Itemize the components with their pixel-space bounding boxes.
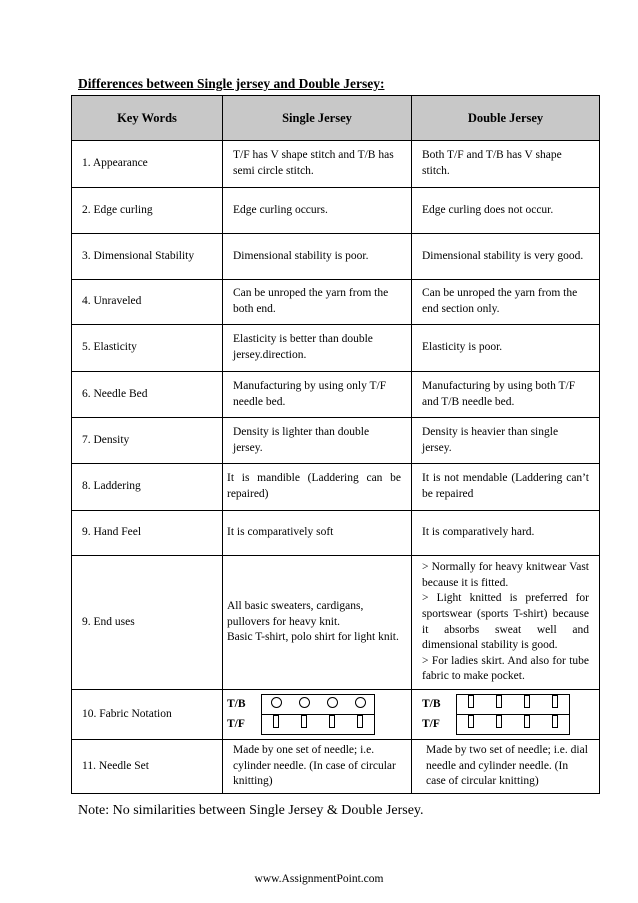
row-single: Density is lighter than double jersey. — [223, 418, 412, 464]
tb-label: T/B — [227, 697, 246, 710]
row-key: 4. Unraveled — [72, 280, 223, 325]
row-key: 8. Laddering — [72, 464, 223, 511]
tf-label: T/F — [422, 717, 440, 730]
row-key: 5. Elasticity — [72, 325, 223, 372]
knit-loop-circle-icon — [299, 697, 310, 708]
row-single: It is mandible (Laddering can be repaired) — [223, 464, 412, 511]
comparison-table — [71, 95, 600, 794]
header-row — [72, 96, 600, 141]
tb-label: T/B — [422, 697, 441, 710]
needle-loop-icon — [552, 715, 558, 728]
row-key: 11. Needle Set — [72, 740, 223, 794]
row-key: 2. Edge curling — [72, 188, 223, 234]
tf-loop-row — [261, 714, 375, 735]
footer-url: www.AssignmentPoint.com — [254, 873, 384, 885]
row-key: 7. Density — [72, 418, 223, 464]
needle-loop-icon — [301, 715, 307, 728]
needle-loop-icon — [496, 715, 502, 728]
needle-loop-icon — [524, 715, 530, 728]
table-row — [72, 740, 600, 794]
row-key: 6. Needle Bed — [72, 372, 223, 418]
tb-loop-row — [261, 694, 375, 715]
knit-loop-circle-icon — [355, 697, 366, 708]
needle-loop-icon — [357, 715, 363, 728]
row-single: T/F has V shape stitch and T/B has semi circle stitch. — [223, 141, 412, 188]
end-use-line: > For ladies skirt. And also for tube fabric to make pocket. — [422, 654, 589, 683]
row-double: Made by two set of needle; i.e. dial needle and cylinder needle. (In case of circular knitting) — [412, 740, 600, 794]
tf-loop-row — [456, 714, 570, 735]
table-row — [72, 234, 600, 280]
needle-loop-icon — [468, 715, 474, 728]
needle-loop-icon — [552, 695, 558, 708]
end-use-line: > Normally for heavy knitwear Vast because it is fitted. — [422, 561, 589, 589]
row-key: 10. Fabric Notation — [72, 690, 223, 740]
knit-loop-circle-icon — [327, 697, 338, 708]
row-key: 9. Hand Feel — [72, 511, 223, 556]
table-row — [72, 280, 600, 325]
row-single: It is comparatively soft — [223, 511, 412, 556]
table-row — [72, 464, 600, 511]
row-double-end-uses — [412, 556, 600, 690]
row-key: 9. End uses — [72, 556, 223, 690]
table-row — [72, 511, 600, 556]
table-row — [72, 556, 600, 690]
needle-loop-icon — [524, 695, 530, 708]
row-single: Elasticity is better than double jersey.direction. — [223, 325, 412, 372]
table-row — [72, 690, 600, 740]
needle-loop-icon — [329, 715, 335, 728]
table-row — [72, 141, 600, 188]
needle-loop-icon — [468, 695, 474, 708]
row-double: Edge curling does not occur. — [412, 188, 600, 234]
single-jersey-notation — [223, 690, 412, 740]
row-single-end-uses — [223, 556, 412, 690]
document-title: Differences between Single jersey and Double Jersey: — [78, 76, 385, 91]
header-key-words: Key Words — [72, 96, 223, 141]
table-row — [72, 325, 600, 372]
end-use-line: All basic sweaters, cardigans, pullovers for heavy knit. — [227, 600, 364, 628]
row-double: It is comparatively hard. — [412, 511, 600, 556]
row-single: Dimensional stability is poor. — [223, 234, 412, 280]
row-double: Both T/F and T/B has V shape stitch. — [412, 141, 600, 188]
row-double: Manufacturing by using both T/F and T/B needle bed. — [412, 372, 600, 418]
row-double: Can be unroped the yarn from the end section only. — [412, 280, 600, 325]
row-single: Can be unroped the yarn from the both end. — [223, 280, 412, 325]
double-jersey-notation — [412, 690, 600, 740]
row-double: It is not mendable (Laddering can’t be repaired — [412, 464, 600, 511]
row-double: Elasticity is poor. — [412, 325, 600, 372]
end-use-line: Basic T-shirt, polo shirt for light knit. — [227, 631, 399, 644]
row-double: Density is heavier than single jersey. — [412, 418, 600, 464]
header-single-jersey: Single Jersey — [223, 96, 412, 141]
row-single: Made by one set of needle; i.e. cylinder needle. (In case of circular knitting) — [223, 740, 412, 794]
table-row — [72, 188, 600, 234]
row-key: 1. Appearance — [72, 141, 223, 188]
end-use-line: > Light knitted is preferred for sportswear (sports T-shirt) because it absorbs sweat well and dimensional stability is good. — [422, 592, 589, 652]
row-single: Edge curling occurs. — [223, 188, 412, 234]
needle-loop-icon — [273, 715, 279, 728]
tb-loop-row — [456, 694, 570, 715]
note-text: Note: No similarities between Single Jersey & Double Jersey. — [78, 803, 424, 818]
needle-loop-icon — [496, 695, 502, 708]
table-row — [72, 372, 600, 418]
row-key: 3. Dimensional Stability — [72, 234, 223, 280]
row-single: Manufacturing by using only T/F needle bed. — [223, 372, 412, 418]
knit-loop-circle-icon — [271, 697, 282, 708]
header-double-jersey: Double Jersey — [412, 96, 600, 141]
tf-label: T/F — [227, 717, 245, 730]
row-double: Dimensional stability is very good. — [412, 234, 600, 280]
table-row — [72, 418, 600, 464]
